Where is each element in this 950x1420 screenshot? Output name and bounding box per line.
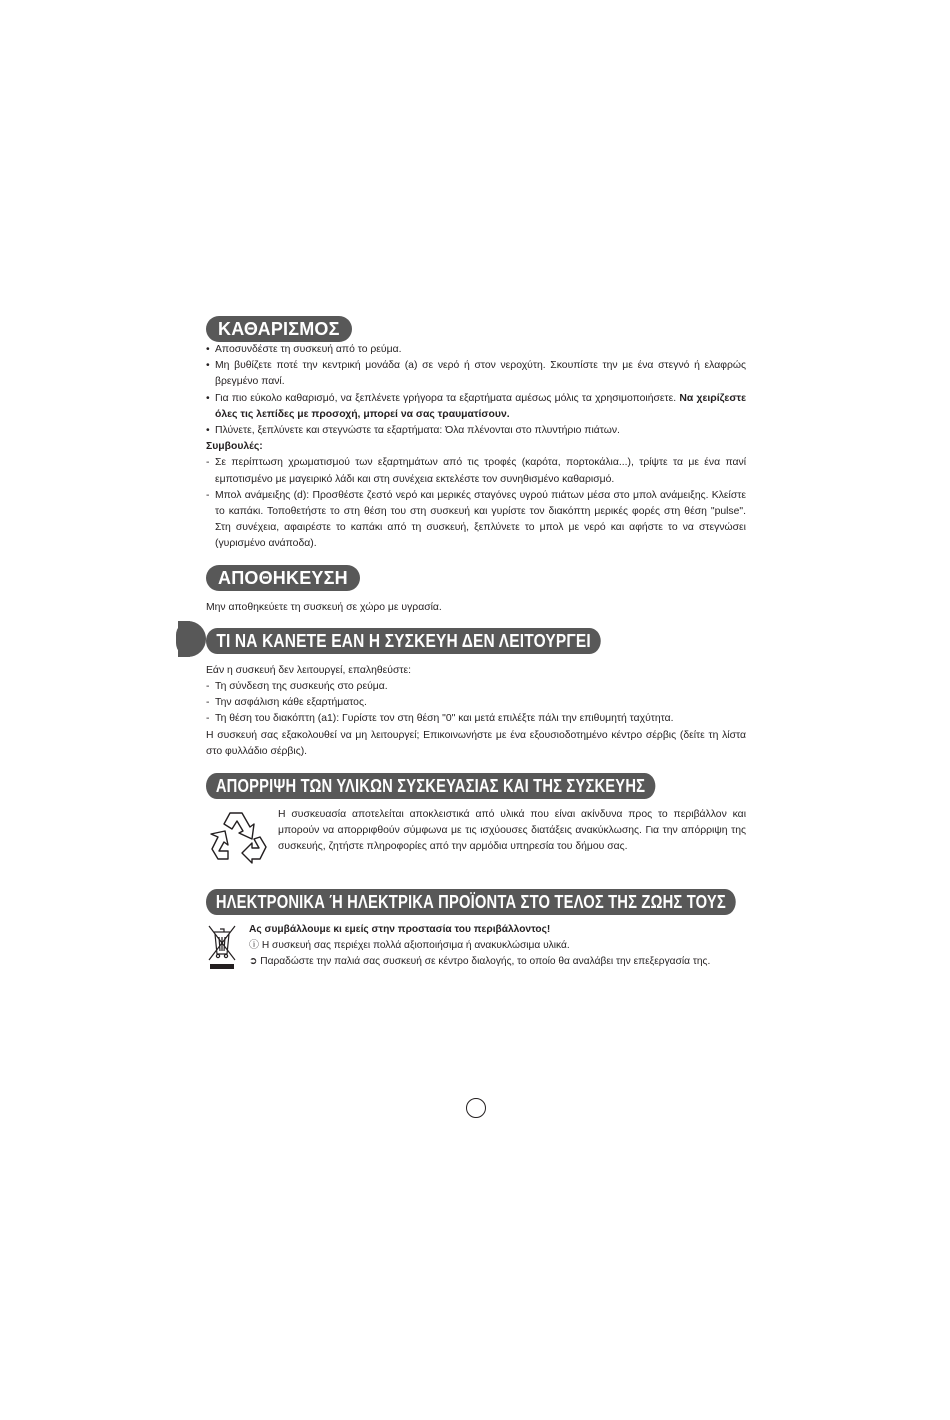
storage-section [206, 565, 746, 616]
weee-line-2-text: Παραδώστε την παλιά σας συσκευή σε κέντρο διαλογής, το οποίο θα αναλάβει την επεξεργασία της. [260, 956, 711, 968]
troubleshooting-section [206, 628, 746, 760]
list-item: • Πλύνετε, ξεπλύνετε και στεγνώστε τα εξαρτήματα: Όλα πλένονται στο πλυντήριο πιάτων. [206, 423, 746, 439]
list-item: - Σε περίπτωση χρωματισμού των εξαρτημάτων από τις τροφές (καρότα, πορτοκάλια...), τρίψτε τα με ένα πανί εμποτισμένο με μαγειρικό λάδι και στη συνέχεια εκτελέστε τον συνηθισμένο καθαρισμό. [206, 455, 746, 487]
packaging-section [206, 773, 746, 873]
page-number-circle [466, 1098, 486, 1118]
list-item: - Τη σύνδεση της συσκευής στο ρεύμα. [206, 679, 746, 695]
troubleshooting-checks [206, 679, 746, 728]
packaging-heading: ΑΠΟΡΡΙΨΗ ΤΩΝ ΥΛΙΚΩΝ ΣΥΣΚΕΥΑΣΙΑΣ ΚΑΙ ΤΗΣ ΣΥΣΚΕΥΗΣ [206, 773, 655, 799]
list-item: • Αποσυνδέστε τη συσκευή από το ρεύμα. [206, 342, 746, 358]
storage-text: Μην αποθηκεύετε τη συσκευή σε χώρο με υγρασία. [206, 601, 442, 613]
troubleshooting-heading: ΤΙ ΝΑ ΚΑΝΕΤΕ ΕΑΝ Η ΣΥΣΚΕΥΗ ΔΕΝ ΛΕΙΤΟΥΡΓΕΙ [206, 628, 601, 654]
page-content [206, 316, 746, 971]
recycle-icon [206, 807, 272, 873]
weee-section [206, 889, 746, 971]
weee-row [206, 922, 746, 971]
blade-warning: Να χειρίζεστε όλες τις λεπίδες με προσοχή, μπορεί να σας τραυματίσουν. [215, 392, 747, 420]
weee-line-2 [249, 954, 746, 970]
weee-lead: Ας συμβάλλουμε κι εμείς στην προστασία του περιβάλλοντος! [249, 924, 551, 936]
list-item: - Τη θέση του διακόπτη (a1): Γυρίστε τον στη θέση "0" και μετά επιλέξτε πάλι την επιθυμητή ταχύτητα. [206, 711, 746, 727]
crossed-bin-icon [206, 923, 238, 971]
side-language-tab [178, 621, 206, 657]
cleaning-section [206, 316, 746, 553]
tips-title: Συμβουλές: [206, 441, 263, 453]
troubleshooting-outro: Η συσκευή σας εξακολουθεί να μη λειτουργεί; Επικοινωνήστε με ένα εξουσιοδοτημένο κέντρο σέρβις (δείτε τη λίστα στο φυλλάδιο σέρβις). [206, 729, 746, 757]
list-item: • Μη βυθίζετε ποτέ την κεντρική μονάδα (a) σε νερό ή στον νεροχύτη. Σκουπίστε την με ένα στεγνό ή ελαφρώς βρεγμένο πανί. [206, 358, 746, 390]
weee-line-1 [249, 938, 746, 954]
packaging-row [206, 807, 746, 873]
weee-heading: ΗΛΕΚΤΡΟΝΙΚΑ Ή ΗΛΕΚΤΡΙΚΑ ΠΡΟΪΟΝΤΑ ΣΤΟ ΤΕΛΟΣ ΤΗΣ ΖΩΗΣ ΤΟΥΣ [206, 889, 736, 915]
list-item [206, 391, 746, 423]
storage-heading: ΑΠΟΘΗΚΕΥΣΗ [206, 565, 360, 591]
list-item-text: Για πιο εύκολο καθαρισμό, να ξεπλένετε γρήγορα τα εξαρτήματα αμέσως μόλις τα χρησιμοποιήσετε. [215, 392, 680, 404]
arrow-icon: ➲ [249, 956, 258, 968]
cleaning-list [206, 342, 746, 439]
list-item: - Μπολ ανάμειξης (d): Προσθέστε ζεστό νερό και μερικές σταγόνες υγρού πιάτων μέσα στο μπολ ανάμειξης. Κλείστε το καπάκι. Τοποθετήστε το στη θέση του στη συσκευή και γυρίστε τον διακόπτη μερικές φορές στη θέση "pulse". Στη συνέχεια, αφαιρέστε το καπάκι από τη συσκευή, ξεπλύνετε το μπολ με νερό και αφήστε το να στεγνώσει (γυρισμένο ανάποδα). [206, 488, 746, 553]
weee-line-1-text: Η συσκευή σας περιέχει πολλά αξιοποιήσιμα ή ανακυκλώσιμα υλικά. [261, 940, 570, 952]
cleaning-heading: ΚΑΘΑΡΙΣΜΟΣ [206, 316, 352, 342]
troubleshooting-intro: Εάν η συσκευή δεν λειτουργεί, επαληθεύστε: [206, 664, 412, 676]
info-icon: ⓘ [249, 940, 259, 952]
list-item: - Την ασφάλιση κάθε εξαρτήματος. [206, 695, 746, 711]
tips-list [206, 455, 746, 552]
weee-text [249, 922, 746, 971]
packaging-text: Η συσκευασία αποτελείται αποκλειστικά από υλικά που είναι ακίνδυνα προς το περιβάλλον και μπορούν να απορριφθούν σύμφωνα με τις ισχύουσες διατάξεις ανακύκλωσης. Για την απόρριψη της συσκευής, ζητήστε πληροφορίες από την αρμόδια υπηρεσία του δήμου σας. [278, 809, 746, 853]
